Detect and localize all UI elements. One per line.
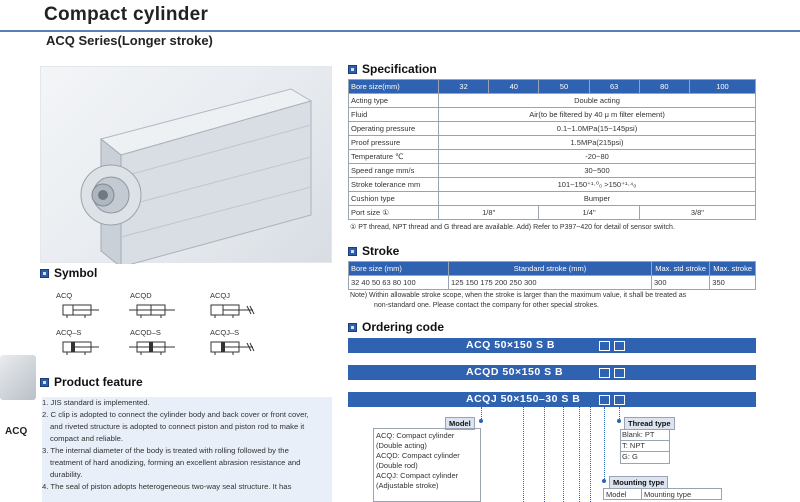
order-code-acqj: ACQJ 50×150–30 S B bbox=[466, 393, 581, 405]
stroke-row bbox=[349, 276, 756, 290]
symbol-label-acqd: ACQD bbox=[130, 291, 152, 300]
ordering-code-heading bbox=[348, 320, 444, 334]
feature-line: compact and reliable. bbox=[50, 434, 124, 443]
connector-dot bbox=[602, 479, 606, 483]
spec-bore-32: 32 bbox=[439, 80, 489, 94]
model-line: ACQJ: Compact cylinder bbox=[376, 471, 459, 480]
spec-row-value: Bumper bbox=[439, 192, 756, 206]
spec-row-label: Temperature ℃ bbox=[349, 150, 439, 164]
thread-item: T: NPT bbox=[621, 441, 669, 452]
side-product-thumbnail bbox=[0, 355, 36, 400]
thread-type-box bbox=[620, 429, 670, 464]
product-feature-heading-text: Product feature bbox=[54, 375, 143, 389]
connector-line bbox=[563, 407, 564, 502]
spec-bore-40: 40 bbox=[489, 80, 539, 94]
spec-row bbox=[349, 164, 756, 178]
spec-row-value: 1.5MPa(215psi) bbox=[439, 136, 756, 150]
feature-line: 3. The internal diameter of the body is treated with rolling followed by the bbox=[42, 446, 289, 455]
connector-line bbox=[579, 407, 580, 502]
stroke-cell: 300 bbox=[652, 276, 710, 290]
spec-port-label: Port size ① bbox=[349, 206, 439, 220]
double-rod-s-symbol-icon bbox=[129, 339, 175, 355]
section-bullet-icon bbox=[40, 269, 49, 278]
mounting-type-table bbox=[603, 488, 722, 500]
spec-row-value: 101~150⁺¹·⁰₀ >150⁺¹·⁴₀ bbox=[439, 178, 756, 192]
adjustable-s-symbol-icon bbox=[209, 339, 255, 355]
spec-port-value: 3/8" bbox=[639, 206, 755, 220]
spec-port-value: 1/8" bbox=[439, 206, 539, 220]
feature-line: 1. JIS standard is implemented. bbox=[42, 398, 150, 407]
feature-line: treatment of hard anodizing, forming an excellent abrasion resistance and bbox=[50, 458, 301, 467]
spec-row-value: 30~500 bbox=[439, 164, 756, 178]
specification-table bbox=[348, 79, 756, 220]
mounting-header-row bbox=[604, 489, 722, 500]
order-code-acqd: ACQD 50×150 S B bbox=[466, 366, 564, 378]
spec-row-value: 0.1~1.0MPa(15~145psi) bbox=[439, 122, 756, 136]
thread-item: G: G bbox=[622, 452, 638, 461]
stroke-header-cell: Bore size (mm) bbox=[349, 262, 449, 276]
spec-bore-100: 100 bbox=[689, 80, 755, 94]
spec-row-label: Stroke tolerance mm bbox=[349, 178, 439, 192]
symbol-heading bbox=[40, 266, 97, 280]
spec-bore-50: 50 bbox=[539, 80, 589, 94]
double-rod-symbol-icon bbox=[129, 302, 175, 318]
spec-port-value: 1/4" bbox=[539, 206, 639, 220]
spec-row-label: Proof pressure bbox=[349, 136, 439, 150]
model-line: (Double rod) bbox=[376, 461, 418, 470]
spec-row bbox=[349, 94, 756, 108]
specification-note: ① PT thread, NPT thread and G thread are available. Add) Refer to P397~420 for detail of sensor switch. bbox=[350, 224, 675, 231]
connector-dot bbox=[479, 419, 483, 423]
stroke-header-cell: Max. stroke bbox=[710, 262, 756, 276]
spec-bore-63: 63 bbox=[589, 80, 639, 94]
spec-row bbox=[349, 136, 756, 150]
order-code-acq: ACQ 50×150 S B bbox=[466, 339, 556, 351]
thread-type-label: Thread type bbox=[624, 417, 675, 430]
cylinder-s-symbol-icon bbox=[55, 339, 101, 355]
spec-row bbox=[349, 178, 756, 192]
spec-row-label: Cushion type bbox=[349, 192, 439, 206]
model-label: Model bbox=[445, 417, 475, 430]
section-bullet-icon bbox=[348, 65, 357, 74]
model-line: (Adjustable stroke) bbox=[376, 481, 439, 490]
model-box bbox=[373, 428, 481, 502]
product-feature-box bbox=[42, 397, 332, 502]
symbol-label-acqj: ACQJ bbox=[210, 291, 231, 300]
option-box bbox=[614, 341, 625, 351]
spec-bore-80: 80 bbox=[639, 80, 689, 94]
stroke-header-cell: Max. std stroke bbox=[652, 262, 710, 276]
feature-line: 4. The seal of piston adopts heterogeneous two-way seal structure. It has bbox=[42, 482, 292, 491]
model-line: (Double acting) bbox=[376, 441, 427, 450]
option-box bbox=[614, 395, 625, 405]
specification-heading-text: Specification bbox=[362, 62, 437, 76]
connector-line bbox=[604, 407, 605, 481]
symbol-label-acqd-s: ACQD–S bbox=[130, 328, 161, 337]
section-bullet-icon bbox=[40, 378, 49, 387]
spec-port-row bbox=[349, 206, 756, 220]
mounting-type-label: Mounting type bbox=[609, 476, 668, 489]
mounting-col-model: Model bbox=[604, 489, 642, 500]
spec-row-value: Double acting bbox=[439, 94, 756, 108]
product-photo bbox=[40, 66, 332, 263]
spec-row bbox=[349, 150, 756, 164]
stroke-cell: 32 40 50 63 80 100 bbox=[349, 276, 449, 290]
spec-bore-label: Bore size(mm) bbox=[349, 80, 439, 94]
stroke-heading-text: Stroke bbox=[362, 244, 400, 258]
section-bullet-icon bbox=[348, 247, 357, 256]
spec-row-label: Fluid bbox=[349, 108, 439, 122]
specification-heading bbox=[348, 62, 437, 76]
symbol-label-acq-s: ACQ–S bbox=[56, 328, 82, 337]
spec-row bbox=[349, 108, 756, 122]
product-feature-heading bbox=[40, 375, 143, 389]
connector-line bbox=[544, 407, 545, 502]
mounting-col-type: Mounting type bbox=[642, 489, 722, 500]
adjustable-symbol-icon bbox=[209, 302, 255, 318]
symbol-label-acqj-s: ACQJ–S bbox=[210, 328, 240, 337]
side-label: ACQ bbox=[5, 426, 28, 437]
spec-row-label: Operating pressure bbox=[349, 122, 439, 136]
model-line: ACQ: Compact cylinder bbox=[376, 431, 455, 440]
spec-row bbox=[349, 122, 756, 136]
ordering-code-heading-text: Ordering code bbox=[362, 320, 445, 334]
spec-row-label: Acting type bbox=[349, 94, 439, 108]
symbol-label-acq: ACQ bbox=[56, 291, 73, 300]
stroke-header-row bbox=[349, 262, 756, 276]
thread-item: Blank: PT bbox=[621, 430, 669, 441]
stroke-table bbox=[348, 261, 756, 290]
spec-row-value: -20~80 bbox=[439, 150, 756, 164]
stroke-header-cell: Standard stroke (mm) bbox=[449, 262, 652, 276]
connector-dot bbox=[617, 419, 621, 423]
model-line: ACQD: Compact cylinder bbox=[376, 451, 460, 460]
connector-line bbox=[523, 407, 524, 502]
option-box bbox=[614, 368, 625, 378]
stroke-cell: 125 150 175 200 250 300 bbox=[449, 276, 652, 290]
section-bullet-icon bbox=[348, 323, 357, 332]
title-rule bbox=[0, 30, 800, 32]
option-box bbox=[599, 368, 610, 378]
feature-line: and riveted structure is adopted to connect piston and piston rod to make it bbox=[50, 422, 305, 431]
connector-line bbox=[590, 407, 591, 502]
spec-header-row bbox=[349, 80, 756, 94]
cylinder-symbol-icon bbox=[55, 302, 101, 318]
spec-row-label: Speed range mm/s bbox=[349, 164, 439, 178]
option-box bbox=[599, 395, 610, 405]
stroke-note-line2: non-standard one. Please contact the company for other special strokes. bbox=[374, 302, 599, 309]
feature-line: durability. bbox=[50, 470, 83, 479]
stroke-cell: 350 bbox=[710, 276, 756, 290]
page-title: Compact cylinder bbox=[44, 4, 209, 25]
stroke-note-line1: Note) Within allowable stroke scope, when the stroke is larger than the maximum value, it shall be treated as bbox=[350, 292, 687, 299]
spec-row-value: Air(to be filtered by 40 μ m filter element) bbox=[439, 108, 756, 122]
feature-line: 2. C clip is adopted to connect the cylinder body and back cover or front cover, bbox=[42, 410, 309, 419]
symbol-heading-text: Symbol bbox=[54, 266, 98, 280]
stroke-heading bbox=[348, 244, 399, 258]
cylinder-illustration bbox=[41, 67, 333, 264]
option-box bbox=[599, 341, 610, 351]
page-subtitle: ACQ Series(Longer stroke) bbox=[46, 33, 213, 48]
spec-row bbox=[349, 192, 756, 206]
